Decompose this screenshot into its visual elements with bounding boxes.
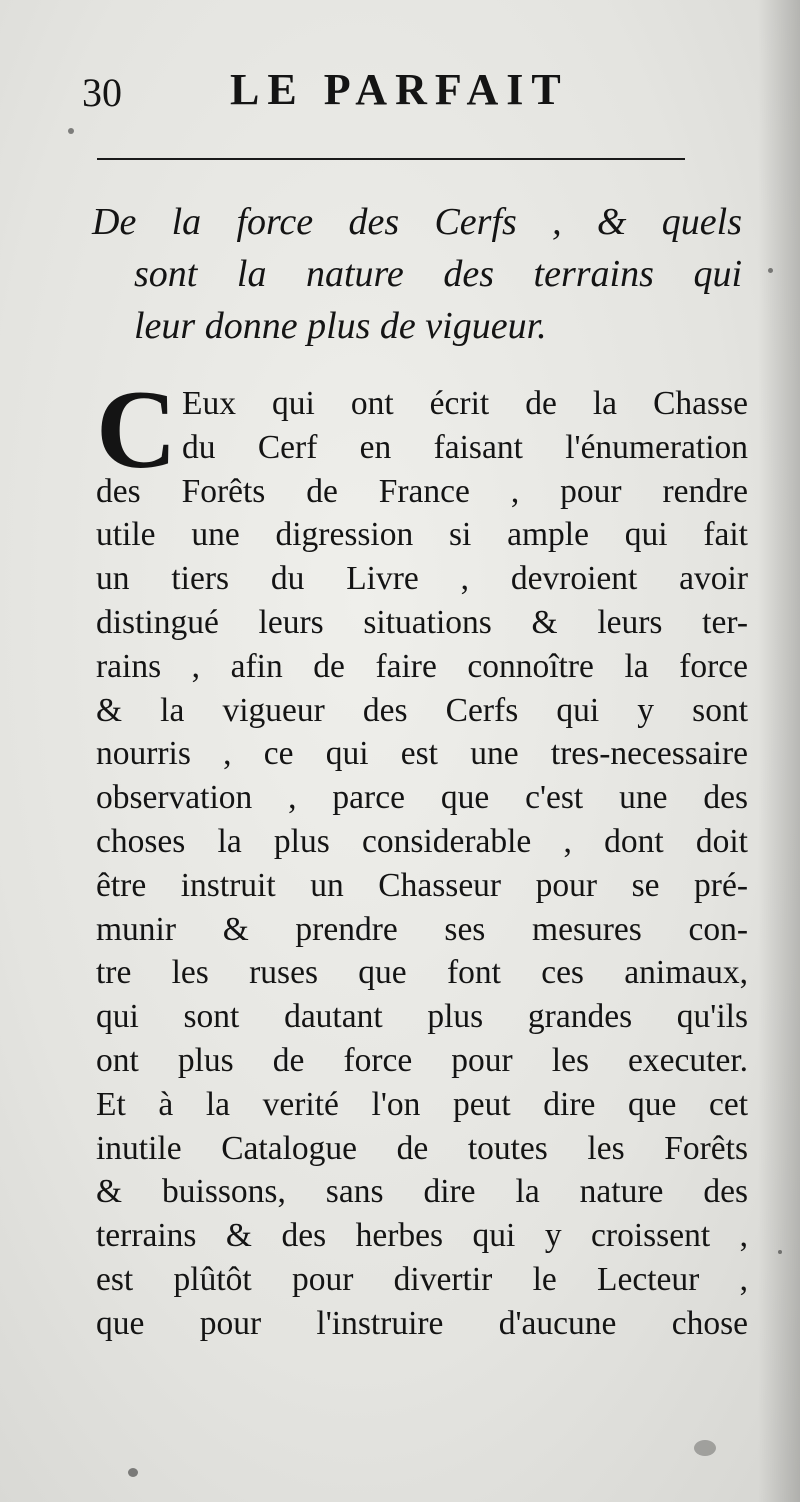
text-line: un tiers du Livre , devroient avoir bbox=[96, 560, 748, 598]
text-line: qui sont dautant plus grandes qu'ils bbox=[96, 998, 748, 1036]
text-line: rains , afin de faire connoître la force bbox=[96, 647, 748, 685]
text-line: ont plus de force pour les executer. bbox=[96, 1041, 748, 1079]
ink-speck bbox=[694, 1440, 716, 1456]
text-line: est plûtôt pour divertir le Lecteur , bbox=[96, 1260, 748, 1298]
page-number: 30 bbox=[82, 70, 122, 115]
section-heading bbox=[92, 196, 742, 352]
heading-line: leur donne plus de vigueur. bbox=[134, 305, 547, 347]
ink-speck bbox=[778, 1250, 782, 1254]
header-rule bbox=[97, 158, 685, 160]
text-line: choses la plus considerable , dont doit bbox=[96, 822, 748, 860]
running-title: LE PARFAIT bbox=[230, 65, 569, 114]
text-line: des Forêts de France , pour rendre bbox=[96, 472, 748, 510]
text-line: que pour l'instruire d'aucune chose bbox=[96, 1304, 748, 1342]
text-line: inutile Catalogue de toutes les Forêts bbox=[96, 1129, 748, 1167]
heading-line: De la force des Cerfs , & quels bbox=[92, 201, 742, 243]
body-paragraph bbox=[96, 368, 748, 1346]
text-line: tre les ruses que font ces animaux, bbox=[96, 954, 748, 992]
text-line: & buissons, sans dire la nature des bbox=[96, 1173, 748, 1211]
text-line: & la vigueur des Cerfs qui y sont bbox=[96, 691, 748, 729]
text-line: Et à la verité l'on peut dire que cet bbox=[96, 1085, 748, 1123]
drop-cap: C bbox=[96, 368, 177, 492]
text-line: observation , parce que c'est une des bbox=[96, 779, 748, 817]
heading-line: sont la nature des terrains qui bbox=[134, 253, 742, 295]
ink-speck bbox=[68, 128, 74, 134]
page-edge-shadow bbox=[758, 0, 800, 1502]
text-line: nourris , ce qui est une tres-necessaire bbox=[96, 735, 748, 773]
text-line: terrains & des herbes qui y croissent , bbox=[96, 1217, 748, 1255]
text-line: Eux qui ont écrit de la Chasse bbox=[182, 385, 748, 422]
text-line: distingué leurs situations & leurs ter- bbox=[96, 603, 748, 641]
ink-speck bbox=[768, 268, 773, 273]
text-line: être instruit un Chasseur pour se pré- bbox=[96, 866, 748, 904]
ink-speck bbox=[128, 1468, 138, 1477]
text-line: munir & prendre ses mesures con- bbox=[96, 910, 748, 948]
text-line: du Cerf en faisant l'énumeration bbox=[182, 428, 748, 466]
text-line: utile une digression si ample qui fait bbox=[96, 516, 748, 554]
page-header bbox=[82, 62, 722, 122]
